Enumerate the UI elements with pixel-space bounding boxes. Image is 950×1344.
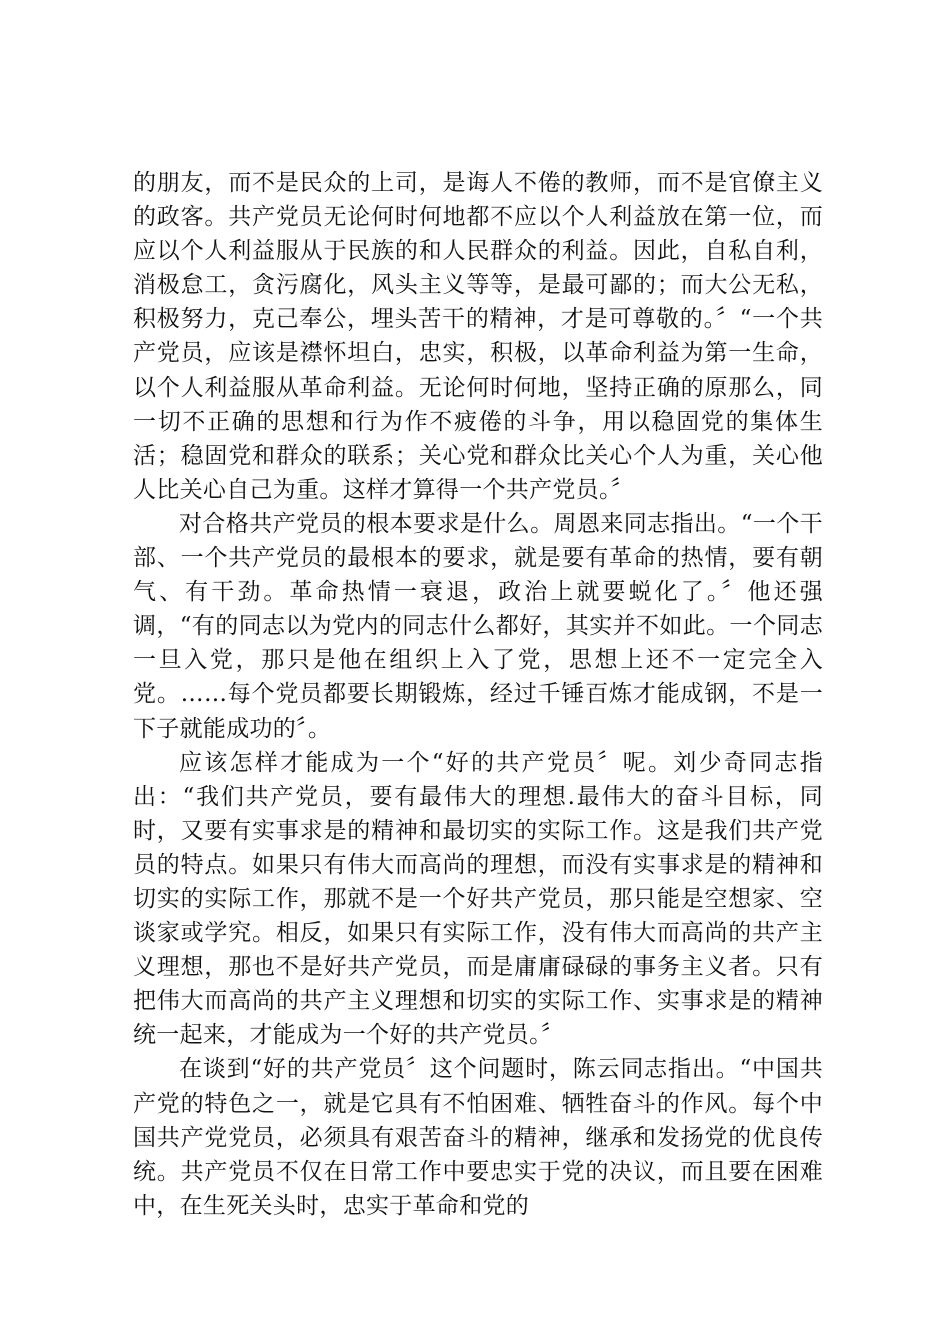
paragraph-zhou-enlai: 对合格共产党员的根本要求是什么。周恩来同志指出。“一个干部、一个共产党员的最根本的要求，就是要有革命的热情，要有朝气、有干劲。革命热情一衰退，政治上就要蜕化了。〞他还强调，“有的同志以为党内的同志什么都好，其实并不如此。一个同志一旦入党，那只是他在组织上入了党，思想上还不一定完全入党。……每个党员都要长期锻炼，经过千锤百炼才能成钢，不是一下子就能成功的〞。: [133, 510, 823, 742]
document-body: [133, 166, 823, 1223]
paragraph-continued: 的朋友，而不是民众的上司，是诲人不倦的教师，而不是官僚主义的政客。共产党员无论何时何地都不应以个人利益放在第一位，而应以个人利益服从于民族的和人民群众的利益。因此，自私自利，消极怠工，贪污腐化，风头主义等等，是最可鄙的；而大公无私，积极努力，克己奉公，埋头苦干的精神，才是可尊敬的。〞“一个共产党员，应该是襟怀坦白，忠实，积极，以革命利益为第一生命，以个人利益服从革命利益。无论何时何地，坚持正确的原那么，同一切不正确的思想和行为作不疲倦的斗争，用以稳固党的集体生活；稳固党和群众的联系；关心党和群众比关心个人为重，关心他人比关心自己为重。这样才算得一个共产党员。〞: [133, 170, 823, 503]
paragraph-liu-shaoqi: 应该怎样才能成为一个“好的共产党员〞呢。刘少奇同志指出：“我们共产党员，要有最伟大的理想.最伟大的奋斗目标，同时，又要有实事求是的精神和最切实的实际工作。这是我们共产党员的特点。如果只有伟大而高尚的理想，而没有实事求是的精神和切实的实际工作，那就不是一个好共产党员，那只能是空想家、空谈家或学究。相反，如果只有实际工作，没有伟大而高尚的共产主义理想，那也不是好共产党员，而是庸庸碌碌的事务主义者。只有把伟大而高尚的共产主义理想和切实的实际工作、实事求是的精神统一起来，才能成为一个好的共产党员。〞: [133, 749, 823, 1049]
paragraph-chen-yun: 在谈到“好的共产党员〞这个问题时，陈云同志指出。“中国共产党的特色之一，就是它具有不怕困难、牺牲奋斗的作风。每个中国共产党党员，必须具有艰苦奋斗的精神，继承和发扬党的优良传统。共产党员不仅在日常工作中要忠实于党的决议，而且要在困难中，在生死关头时，忠实于革命和党的: [133, 1056, 823, 1219]
